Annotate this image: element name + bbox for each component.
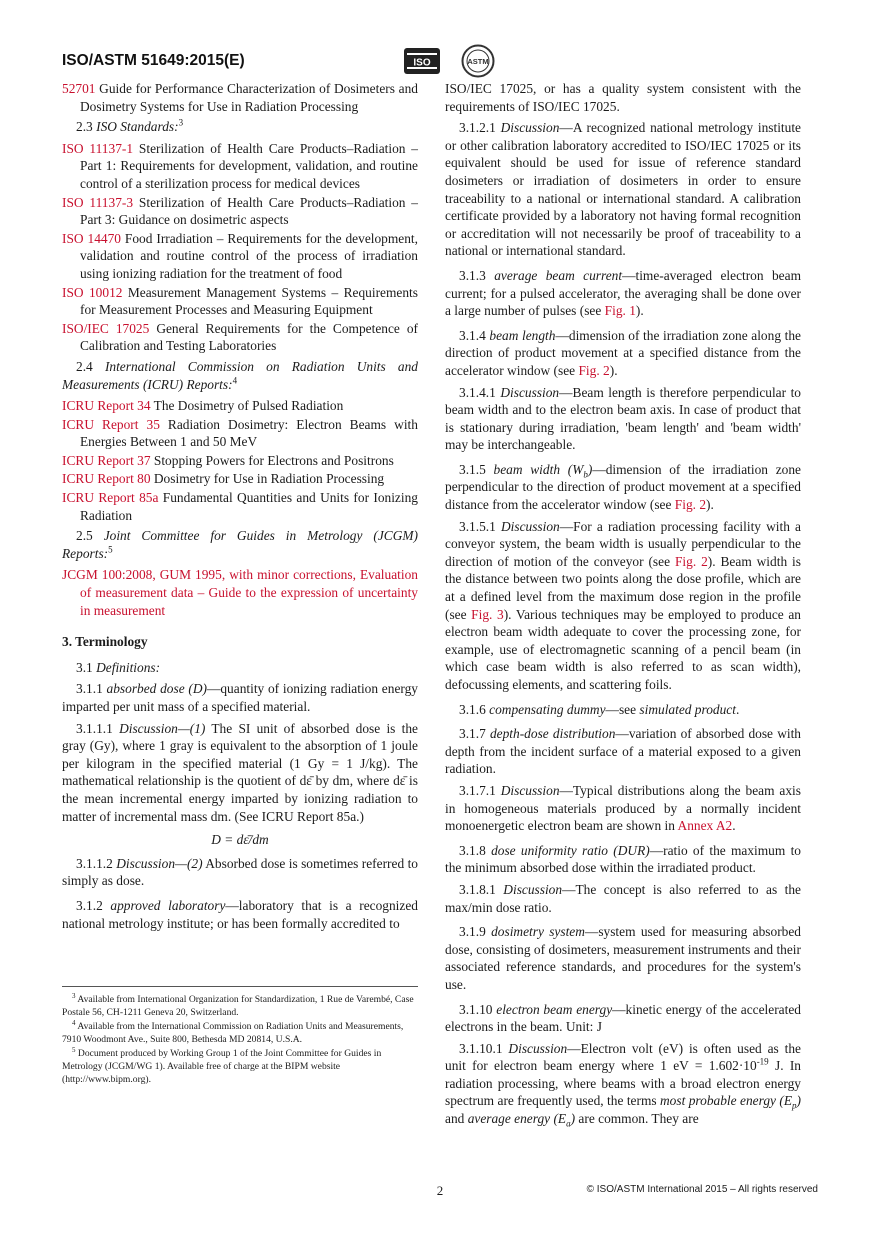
ref-code-link[interactable]: ICRU Report 35 — [62, 416, 160, 432]
ref-52701: 52701 Guide for Performance Characterization of Dosimeters and Dosimetry Systems for Use in Radiation Processing — [62, 81, 418, 114]
footnote-3: $^3$ Available from International Organization for Standardization, 1 Rue de Varembé, Case Postale 56, CH-1211 Geneva 20, Switzerland. — [62, 991, 414, 1018]
ref-icru-34: ICRU Report 34 The Dosimetry of Pulsed Radiation — [62, 398, 344, 414]
footnote-4: $^4$ Available from the International Commission on Radiation Units and Measurements, 7910 Woodmont Ave., Suite 800, Bethesda MD 20814, U.S.A. — [62, 1018, 404, 1045]
disc-3-1-4-1: 3.1.4.1 Discussion—Beam length is therefore perpendicular to beam width and to the electron beam axis. In case of product that is stationary during irradiation, 'beam length' and 'beam width' may be interchangeable. — [445, 384, 802, 453]
footnotes — [62, 986, 418, 1087]
disc-3-1-1-1: 3.1.1.1 Discussion—(1) The SI unit of absorbed dose is the gray (Gy), where 1 gray is equivalent to the absorption of 1 joule per kilogram in the specified material (1 Gy = 1 J/kg). The mathematical relationship is the quotient of dε̄ by dm, where dε̄ is the mean incremental energy imparted by ionizing radiation to matter of incremental mass dm. (See ICRU Report 85a.) — [62, 720, 418, 824]
astm-logo-text: ASTM — [467, 57, 489, 66]
astm-logo-icon — [461, 44, 495, 78]
def-electron-beam-energy: 3.1.10 electron beam energy—kinetic energy of the accelerated electrons in the beam. Unit: J — [445, 1001, 801, 1035]
ref-code-link[interactable]: ISO/IEC 17025 — [62, 320, 150, 336]
equation-absorbed-dose: D = dε̄/dm — [211, 832, 269, 848]
def-depth-dose-distribution: 3.1.7 depth-dose distribution—variation of absorbed dose with depth from the incident surface of a material exposed to a given radiation. — [445, 726, 801, 777]
ref-code-link[interactable]: ICRU Report 80 — [62, 471, 151, 487]
fig-link[interactable]: Fig. 2 — [674, 497, 707, 513]
left-column — [62, 80, 418, 936]
disc-3-1-8-1: 3.1.8.1 Discussion—The concept is also referred to as the max/min dose ratio. — [445, 881, 801, 915]
def-beam-length: 3.1.4 beam length—dimension of the irradiation zone along the direction of product movement at a specified distance from the accelerator window (see Fig. 2). — [445, 327, 801, 378]
iso-logo-icon — [404, 48, 440, 74]
disc-3-1-10-1: 3.1.10.1 Discussion—Electron volt (eV) is often used as the unit for electron beam energy where 1 eV = $1.602\cdot 10^{-19}$ J. In radiation processing, where beams with a broad electron energy spectrum are frequently used, the terms most probable energy $(E_p)$ and average energy $(E_a)$ are common. They are — [445, 1040, 801, 1129]
ref-icru-37: ICRU Report 37 Stopping Powers for Electrons and Positrons — [62, 452, 394, 468]
fig-link[interactable]: Fig. 3 — [471, 606, 504, 622]
fig-link[interactable]: Fig. 2 — [578, 362, 610, 378]
right-column — [445, 80, 801, 1132]
def-absorbed-dose: 3.1.1 absorbed dose (D)—quantity of ionizing radiation energy imparted per unit mass of a specified material. — [62, 681, 418, 714]
def-dosimetry-system: 3.1.9 dosimetry system—system used for measuring absorbed dose, consisting of dosimeters, measurement instruments and their associated reference standards, and procedures for the system's use. — [445, 924, 801, 992]
ref-iso-11137-1: ISO 11137-1 Sterilization of Health Care Products–Radiation – Part 1: Requirements for development, validation, and routine control of a sterilization process for medical devices — [62, 140, 418, 191]
ref-code-link[interactable]: ICRU Report 37 — [62, 452, 151, 468]
section-2-3: 2.3 ISO Standards:$^3$ — [76, 117, 184, 135]
disc-3-1-5-1: 3.1.5.1 Discussion—For a radiation processing facility with a conveyor system, the beam width is usually perpendicular to the direction of motion of the conveyor (see Fig. 2). Beam width is the distance between two points along the dose profile, which are at a defined level from the maximum dose region in the profile (see Fig. 3). Various techniques may be employed to produce an electron beam width adequate to cover the processing zone, for example, use of electromagnetic scanning of a pencil beam (in which case beam width is also referred to as scan width), defocussing elements, and scattering foils. — [445, 518, 802, 692]
ref-code-link[interactable]: ISO 11137-1 — [62, 140, 134, 156]
ref-iso-10012: ISO 10012 Measurement Management Systems – Requirements for Measurement Processes and Measuring Equipment — [62, 284, 418, 318]
page-number: 2 — [436, 1183, 444, 1198]
ref-iso-14470: ISO 14470 Food Irradiation – Requirements for the development, validation and routine control of the process of irradiation using ionizing radiation for the treatment of food — [62, 230, 418, 281]
iso-logo-text: ISO — [413, 57, 431, 69]
ref-iso-iec-17025: ISO/IEC 17025 General Requirements for the Competence of Calibration and Testing Laboratories — [62, 320, 418, 354]
footnote-5: $^5$ Document produced by Working Group 1 of the Joint Committee for Guides in Metrology (JCGM/WG 1). Available free of charge at the BIPM website (http://www.bipm.org). — [62, 1045, 382, 1085]
ref-code-link[interactable]: ISO 14470 — [62, 230, 121, 246]
ref-code-link[interactable]: 52701 — [62, 81, 96, 96]
section-3-1: 3.1 Definitions: — [76, 659, 161, 675]
def-approved-laboratory: 3.1.2 approved laboratory—laboratory that is a recognized national metrology institute; or has been formally accredited to — [62, 897, 418, 931]
def-dose-uniformity-ratio: 3.1.8 dose uniformity ratio (DUR)—ratio of the maximum to the minimum absorbed dose within the irradiated product. — [445, 842, 801, 876]
fig-link[interactable]: Fig. 1 — [604, 303, 636, 319]
ref-iso-11137-3: ISO 11137-3 Sterilization of Health Care Products–Radiation – Part 3: Guidance on dosimetric aspects — [62, 194, 418, 228]
disc-3-1-2-1: 3.1.2.1 Discussion—A recognized national metrology institute or other calibration laboratory accredited to ISO/IEC 17025 or its equivalent should be used for issue of reference standard dosimeters or irradiation of dosimeters in order to ensure traceability to a national or international standard. A calibration certificate provided by a laboratory not having formal recognition or accreditation will not necessarily be proof of traceability to a national or international standard. — [445, 120, 801, 259]
disc-3-1-7-1: 3.1.7.1 Discussion—Typical distributions along the beam axis in homogeneous materials produced by a normally incident monoenergetic electron beam are shown in Annex A2. — [445, 782, 801, 834]
fig-link[interactable]: Fig. 2 — [674, 553, 708, 569]
def-approved-laboratory-cont: ISO/IEC 17025, or has a quality system consistent with the requirements of ISO/IEC 17025. — [445, 81, 801, 114]
ref-code-link[interactable]: ISO 10012 — [62, 284, 123, 300]
def-beam-width: 3.1.5 beam width $(W_b)—dimension$ of the irradiation zone perpendicular to the direction of product movement at a specified distance from the accelerator window (see Fig. 2). — [445, 461, 801, 513]
annex-link[interactable]: Annex A2 — [677, 818, 733, 834]
ref-icru-35: ICRU Report 35 Radiation Dosimetry: Electron Beams with Energies Between 1 and 50 MeV — [62, 416, 418, 450]
ref-code-link[interactable]: ISO 11137-3 — [62, 194, 134, 210]
section-3-heading: 3. Terminology — [62, 634, 148, 650]
section-2-4: 2.4 International Commission on Radiation Units and Measurements (ICRU) Reports:$^4$ — [62, 358, 419, 392]
copyright-notice: © ISO/ASTM International 2015 – All rights reserved — [586, 1184, 818, 1195]
disc-3-1-1-2: 3.1.1.2 Discussion—(2) Absorbed dose is sometimes referred to simply as dose. — [62, 855, 418, 889]
ref-jcgm-100[interactable]: JCGM 100:2008, GUM 1995, with minor corrections, Evaluation of measurement data – Guide to the expression of uncertainty in measurement — [62, 567, 418, 618]
ref-code-link[interactable]: ICRU Report 34 — [62, 398, 151, 414]
section-2-5: 2.5 Joint Committee for Guides in Metrology (JCGM) Reports:$^5$ — [62, 528, 418, 561]
def-compensating-dummy: 3.1.6 compensating dummy—see simulated product. — [459, 701, 740, 717]
document-header: ISO/ASTM 51649:2015(E) — [62, 52, 245, 69]
ref-code-link[interactable]: ICRU Report 85a — [62, 490, 159, 506]
def-average-beam-current: 3.1.3 average beam current—time-averaged electron beam current; for a pulsed accelerator, the averaging shall be done over a large number of pulses (see Fig. 1). — [445, 267, 801, 319]
ref-icru-80: ICRU Report 80 Dosimetry for Use in Radiation Processing — [62, 471, 385, 487]
ref-icru-85a: ICRU Report 85a Fundamental Quantities and Units for Ionizing Radiation — [62, 490, 418, 523]
